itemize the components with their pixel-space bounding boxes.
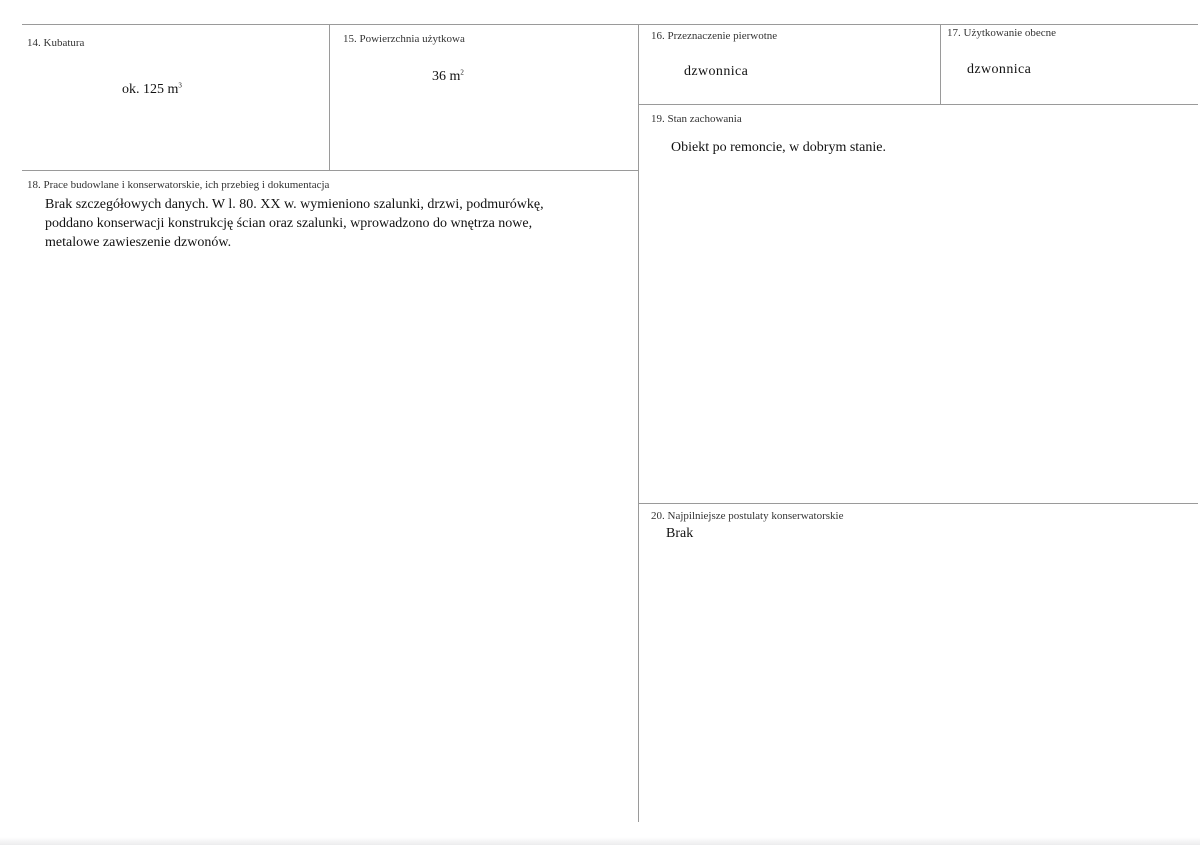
divider-col-14-15 (329, 24, 330, 170)
field-16-label: 16. Przeznaczenie pierwotne (651, 30, 778, 42)
divider-col-16-17 (940, 24, 941, 104)
field-20-label: 20. Najpilniejsze postulaty konserwatorskie (651, 510, 844, 522)
field-18-text (45, 195, 635, 252)
field-15-value (432, 69, 464, 85)
field-15-value-exponent: 2 (460, 68, 464, 77)
field-17-value: dzwonnica (967, 62, 1032, 77)
field-15-label: 15. Powierzchnia użytkowa (343, 33, 465, 45)
field-18-line: Brak szczegółowych danych. W l. 80. XX w. wymieniono szalunki, drzwi, podmurówkę, (45, 197, 544, 212)
field-19-value: Obiekt po remoncie, w dobrym stanie. (671, 140, 887, 155)
field-14-value-exponent: 3 (178, 81, 182, 90)
divider-row-right-1 (638, 104, 1198, 105)
field-14-value-text: ok. 125 m (122, 82, 179, 97)
scan-edge-shadow (0, 837, 1200, 845)
field-16-value: dzwonnica (684, 64, 749, 79)
field-14-label: 14. Kubatura (27, 37, 85, 49)
field-18-line: poddano konserwacji konstrukcję ścian oraz szalunki, wprowadzono do wnętrza nowe, (45, 216, 533, 231)
field-15-value-text: 36 m (432, 69, 461, 84)
divider-row-left (22, 170, 638, 171)
field-19-label: 19. Stan zachowania (651, 113, 742, 125)
divider-row-right-2 (638, 503, 1198, 504)
field-18-label: 18. Prace budowlane i konserwatorskie, ich przebieg i dokumentacja (27, 179, 330, 191)
field-14-value (122, 82, 182, 98)
field-18-line: metalowe zawieszenie dzwonów. (45, 235, 232, 250)
top-border (22, 24, 1198, 25)
field-17-label: 17. Użytkowanie obecne (947, 27, 1057, 39)
divider-col-main (638, 24, 639, 822)
field-20-value: Brak (666, 526, 694, 541)
